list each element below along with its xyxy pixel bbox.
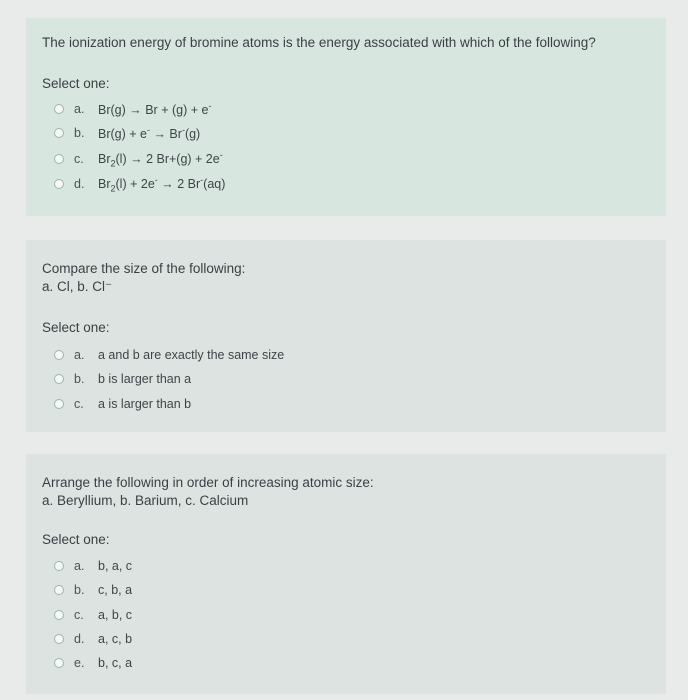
question-line-1: Compare the size of the following: — [42, 261, 246, 276]
option-letter: a. — [74, 102, 85, 117]
option-letter: b. — [74, 372, 85, 386]
radio-button[interactable] — [54, 374, 64, 384]
radio-button[interactable] — [54, 585, 64, 595]
option-text: a is larger than b — [98, 397, 192, 411]
option-letter: e. — [74, 656, 85, 670]
option-letter: d. — [74, 632, 85, 646]
option-c[interactable] — [54, 397, 191, 411]
question-line-1: Arrange the following in order of increasing atomic size: — [42, 475, 374, 490]
radio-button[interactable] — [54, 399, 64, 409]
option-text: $Br_2(l) + 2e^- \to 2$ Br-(aq) — [98, 175, 226, 194]
option-a[interactable] — [54, 348, 284, 362]
option-text: c, b, a — [98, 583, 133, 597]
option-text: a and b are exactly the same size — [98, 348, 285, 362]
radio-button[interactable] — [54, 128, 64, 138]
select-one-label: Select one: — [42, 320, 110, 335]
radio-button[interactable] — [54, 350, 64, 360]
question-card-3 — [26, 454, 666, 694]
radio-button[interactable] — [54, 154, 64, 164]
question-text — [42, 260, 654, 296]
option-text: b, c, a — [98, 656, 133, 670]
option-c[interactable] — [54, 150, 223, 169]
option-letter: b. — [74, 583, 85, 597]
option-a[interactable] — [54, 101, 211, 117]
radio-button[interactable] — [54, 610, 64, 620]
option-b[interactable] — [54, 125, 200, 141]
option-d[interactable] — [54, 632, 132, 646]
option-letter: d. — [74, 177, 85, 192]
option-letter: a. — [74, 348, 85, 362]
question-card-2 — [26, 240, 666, 432]
question-line-2: a. Cl, b. Cl⁻ — [42, 279, 113, 294]
option-text: Br(g) → Br + (g) + e- — [98, 101, 212, 118]
option-text: b, a, c — [98, 559, 133, 573]
option-letter: c. — [74, 397, 84, 411]
option-letter: c. — [74, 608, 84, 622]
option-text: a, c, b — [98, 632, 133, 646]
option-letter: a. — [74, 559, 85, 573]
option-a[interactable] — [54, 559, 132, 573]
radio-button[interactable] — [54, 179, 64, 189]
radio-button[interactable] — [54, 104, 64, 114]
radio-button[interactable] — [54, 561, 64, 571]
select-one-label: Select one: — [42, 76, 110, 91]
option-text: b is larger than a — [98, 372, 192, 386]
option-text: Br(g) + e- → Br-(g) — [98, 125, 201, 142]
question-card-1 — [26, 18, 666, 216]
question-text: The ionization energy of bromine atoms is the energy associated with which of the following? — [42, 35, 596, 50]
option-d[interactable] — [54, 175, 225, 194]
option-letter: b. — [74, 126, 85, 141]
option-c[interactable] — [54, 608, 132, 622]
option-b[interactable] — [54, 372, 191, 386]
radio-button[interactable] — [54, 658, 64, 668]
option-text: $Br_2(l) \to 2$ Br+(g) + 2e- — [98, 150, 223, 169]
option-letter: c. — [74, 152, 84, 167]
select-one-label: Select one: — [42, 532, 110, 547]
option-e[interactable] — [54, 656, 132, 670]
question-line-2: a. Beryllium, b. Barium, c. Calcium — [42, 493, 249, 508]
option-text: a, b, c — [98, 608, 133, 622]
option-b[interactable] — [54, 583, 132, 597]
question-text — [42, 474, 654, 510]
radio-button[interactable] — [54, 634, 64, 644]
